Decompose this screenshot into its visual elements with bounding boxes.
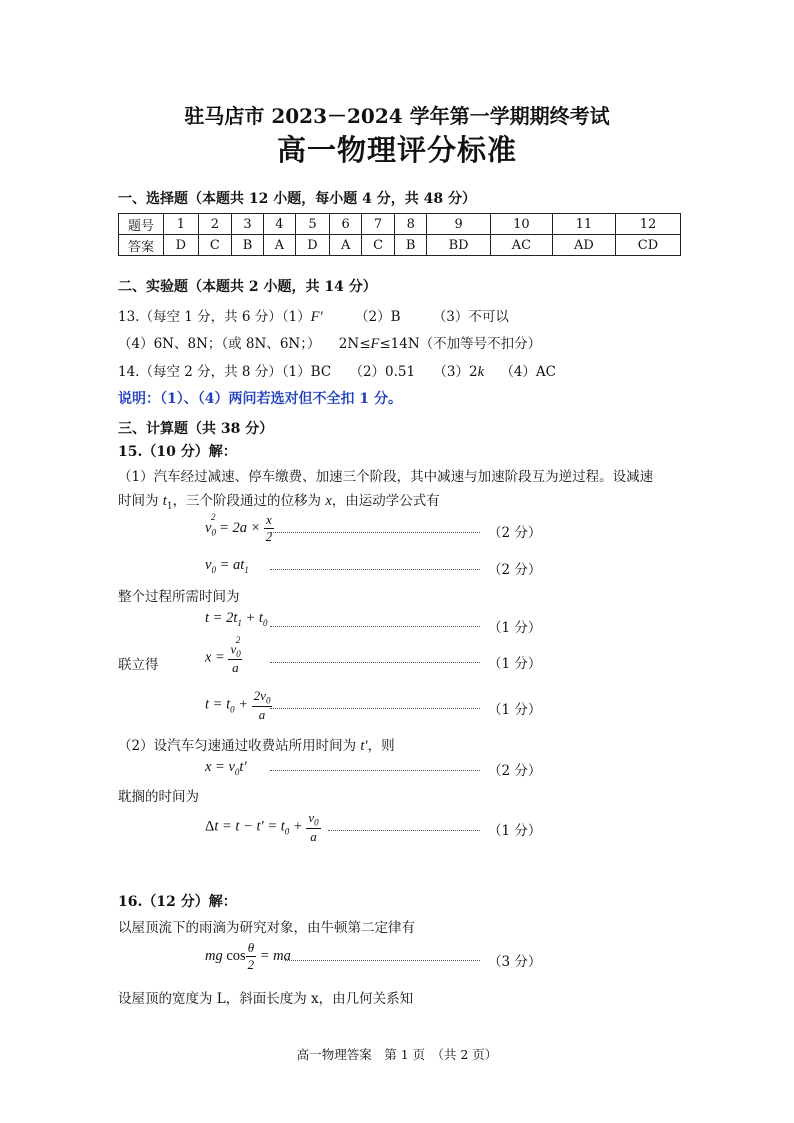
table-cell: 4 — [264, 214, 296, 235]
q13-part: 2N≤ — [338, 336, 371, 352]
table-cell: 5 — [295, 214, 330, 235]
text: ，由运动学公式有 — [331, 493, 440, 509]
table-cell: 题号 — [119, 214, 164, 235]
table-cell: A — [264, 235, 296, 256]
text: ，则 — [367, 738, 395, 754]
page-footer: 高一物理答案 第 1 页 （共 2 页） — [296, 1047, 498, 1062]
leader-dots — [270, 626, 480, 627]
q13-line1 — [118, 305, 509, 326]
text: 时间为 — [118, 493, 163, 509]
leader-dots — [270, 708, 480, 709]
points: （2 分） — [488, 525, 542, 541]
table-cell: D — [295, 235, 330, 256]
section2-heading: 二、实验题（本题共 2 小题，共 14 分） — [118, 279, 377, 295]
q14-line — [118, 360, 556, 381]
q16-intro: 以屋顶流下的雨滴为研究对象，由牛顿第二定律有 — [118, 920, 415, 936]
table-cell: B — [395, 235, 427, 256]
table-row — [119, 235, 681, 256]
table-cell: D — [164, 235, 199, 256]
table-cell: B — [232, 235, 264, 256]
table-cell: 3 — [232, 214, 264, 235]
equation-3: $t = 2t_1 + t_0$ — [205, 610, 268, 628]
q15-part2 — [118, 734, 395, 755]
table-cell: 10 — [490, 214, 552, 235]
table-cell: AD — [552, 235, 615, 256]
q15-heading: 15.（10 分）解： — [118, 444, 237, 460]
table-cell: 6 — [330, 214, 362, 235]
answer-table — [118, 213, 681, 256]
table-cell: 2 — [198, 214, 231, 235]
text: （2）设汽车匀速通过收费站所用时间为 — [118, 738, 361, 754]
table-cell: C — [361, 235, 394, 256]
q15-whole-process: 整个过程所需时间为 — [118, 589, 240, 605]
leader-dots — [270, 569, 480, 570]
equation-7: $\Delta t = t - t' = t_0$ + $\frac{v_0}{a}$ — [205, 810, 319, 844]
math-t: t — [162, 493, 167, 509]
q15-intro2 — [118, 489, 440, 512]
table-cell: BD — [427, 235, 491, 256]
q15-combine: 联立得 — [118, 657, 159, 673]
table-row — [119, 214, 681, 235]
points: （3 分） — [488, 954, 542, 970]
q14-part: （2）0.51 — [349, 364, 416, 380]
equation-5: $t = t_0$ + $\frac{2v_0}{a}$ — [205, 688, 271, 722]
section3-heading: 三、计算题（共 38 分） — [118, 421, 274, 437]
equation-4: x = $\frac{v_0^2}{a}$ — [205, 635, 241, 675]
leader-dots — [285, 960, 480, 961]
q13-f-prime: F′ — [310, 309, 323, 325]
leader-dots — [270, 770, 480, 771]
q13-part: （4）6N、8N；（或 8N、6N；） — [118, 336, 321, 352]
text: ，三个阶段通过的位移为 — [172, 493, 326, 509]
q15-intro1: （1）汽车经过减速、停车缴费、加速三个阶段，其中减速与加速阶段互为逆过程。设减速 — [118, 469, 654, 485]
points: （1 分） — [488, 656, 542, 672]
points: （2 分） — [488, 763, 542, 779]
table-cell: AC — [490, 235, 552, 256]
table-cell: 答案 — [119, 235, 164, 256]
q13-f: F — [370, 336, 380, 352]
table-cell: 11 — [552, 214, 615, 235]
points: （1 分） — [488, 620, 542, 636]
table-cell: 1 — [164, 214, 199, 235]
table-cell: A — [330, 235, 362, 256]
table-cell: 9 — [427, 214, 491, 235]
note: 说明：（1）、（4）两问若选对但不全扣 1 分。 — [118, 391, 402, 407]
equation-6: $x = v_0t'$ — [205, 759, 247, 777]
q14-part: （4）AC — [500, 364, 556, 380]
table-cell: 8 — [395, 214, 427, 235]
leader-dots — [270, 532, 480, 533]
q16-geom: 设屋顶的宽度为 L，斜面长度为 x，由几何关系知 — [118, 991, 414, 1007]
q14-part: （3）2 — [433, 364, 478, 380]
q14-part: 14.（每空 2 分，共 8 分）（1）BC — [118, 364, 332, 380]
points: （1 分） — [488, 823, 542, 839]
points: （1 分） — [488, 702, 542, 718]
q15-delay: 耽搁的时间为 — [118, 789, 199, 805]
q16-heading: 16.（12 分）解： — [118, 894, 237, 910]
math-t-prime: t′ — [360, 738, 368, 754]
q13-part: （2）B — [354, 309, 401, 325]
table-cell: 12 — [615, 214, 680, 235]
table-cell: C — [198, 235, 231, 256]
equation-1: $v_0^2 = 2a$ × $\frac{x}{2}$ — [205, 512, 273, 544]
q13-line2 — [118, 332, 541, 353]
leader-dots — [270, 662, 480, 663]
q14-k: k — [477, 364, 485, 380]
exam-title: 驻马店市 2023－2024 学年第一学期期终考试 — [184, 104, 610, 128]
equation-2: $v_0 = at_1$ — [205, 557, 249, 575]
points: （2 分） — [488, 562, 542, 578]
q13-part: ≤14N（不加等号不扣分） — [379, 336, 542, 352]
q13-part: 13.（每空 1 分，共 6 分）（1） — [118, 309, 311, 325]
subscript: 1 — [166, 501, 173, 512]
section1-heading: 一、选择题（本题共 12 小题，每小题 4 分，共 48 分） — [118, 191, 476, 207]
q13-part: （3）不可以 — [432, 309, 509, 325]
table-cell: 7 — [361, 214, 394, 235]
math-x: x — [325, 493, 332, 509]
leader-dots — [328, 830, 480, 831]
page-title: 高一物理评分标准 — [276, 133, 517, 167]
table-cell: CD — [615, 235, 680, 256]
equation-q16-1: mg cos $\frac{\theta}{2}$ = ma — [205, 940, 291, 972]
